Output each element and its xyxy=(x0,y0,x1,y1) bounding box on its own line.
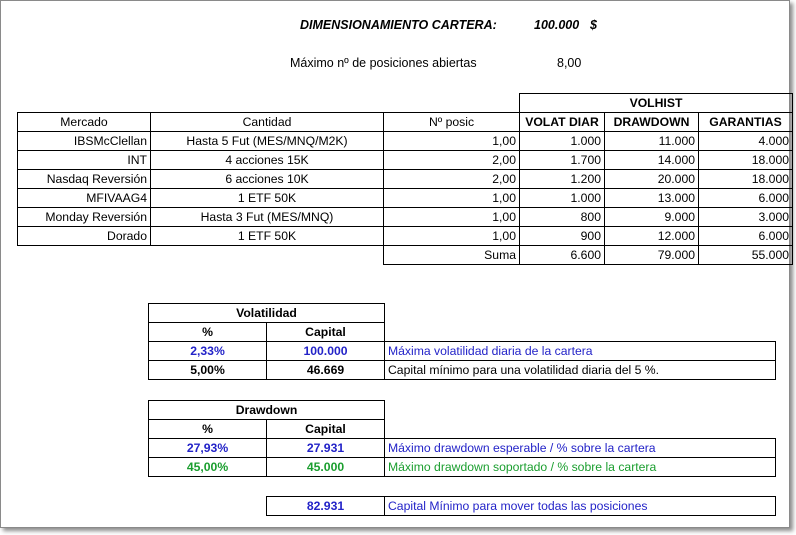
col-header-mercado: Mercado xyxy=(18,113,151,132)
volatilidad-capital: 100.000 xyxy=(267,342,385,361)
cell-drawdown: 20.000 xyxy=(605,170,699,189)
volatilidad-row xyxy=(149,342,776,361)
cell-garantias: 6.000 xyxy=(699,227,793,246)
drawdown-capital: 27.931 xyxy=(267,439,385,458)
drawdown-col-pct: % xyxy=(149,420,267,439)
col-header-garantias: GARANTIAS xyxy=(699,113,793,132)
table-row xyxy=(18,170,793,189)
cell-garantias: 6.000 xyxy=(699,189,793,208)
volatilidad-col-capital: Capital xyxy=(267,323,385,342)
cell-cantidad: 1 ETF 50K xyxy=(151,227,384,246)
drawdown-pct: 27,93% xyxy=(149,439,267,458)
cell-cantidad: Hasta 3 Fut (MES/MNQ) xyxy=(151,208,384,227)
drawdown-title: Drawdown xyxy=(149,401,385,420)
currency-symbol: $ xyxy=(590,18,597,32)
volatilidad-table xyxy=(148,303,776,380)
cell-posic: 1,00 xyxy=(384,227,520,246)
cell-volat: 800 xyxy=(520,208,605,227)
sum-drawdown: 79.000 xyxy=(605,246,699,265)
drawdown-row xyxy=(149,458,776,477)
cell-drawdown: 9.000 xyxy=(605,208,699,227)
col-header-cantidad: Cantidad xyxy=(151,113,384,132)
cell-mercado: IBSMcClellan xyxy=(18,132,151,151)
volhist-group-header: VOLHIST xyxy=(520,94,793,113)
cell-drawdown: 11.000 xyxy=(605,132,699,151)
table-row xyxy=(18,132,793,151)
cell-posic: 2,00 xyxy=(384,151,520,170)
volatilidad-capital: 46.669 xyxy=(267,361,385,380)
max-positions-value: 8,00 xyxy=(557,56,582,70)
drawdown-row xyxy=(149,439,776,458)
cell-mercado: Monday Reversión xyxy=(18,208,151,227)
cell-garantias: 18.000 xyxy=(699,151,793,170)
capital-minimo-table xyxy=(266,496,776,516)
volatilidad-pct: 2,33% xyxy=(149,342,267,361)
col-header-posic: Nº posic xyxy=(384,113,520,132)
title-value: 100.000 xyxy=(534,18,580,32)
col-header-drawdown: DRAWDOWN xyxy=(605,113,699,132)
cell-cantidad: 4 acciones 15K xyxy=(151,151,384,170)
volatilidad-row xyxy=(149,361,776,380)
cell-garantias: 3.000 xyxy=(699,208,793,227)
cell-cantidad: 1 ETF 50K xyxy=(151,189,384,208)
max-positions-label: Máximo nº de posiciones abiertas xyxy=(290,56,477,70)
volatilidad-col-pct: % xyxy=(149,323,267,342)
volatilidad-desc: Máxima volatilidad diaria de la cartera xyxy=(385,342,776,361)
cell-drawdown: 14.000 xyxy=(605,151,699,170)
table-row xyxy=(18,189,793,208)
drawdown-capital: 45.000 xyxy=(267,458,385,477)
cell-posic: 1,00 xyxy=(384,132,520,151)
volatilidad-desc: Capital mínimo para una volatilidad diaria del 5 %. xyxy=(385,361,776,380)
volatilidad-title: Volatilidad xyxy=(149,304,385,323)
capital-minimo-desc: Capital Mínimo para mover todas las posiciones xyxy=(385,497,776,516)
drawdown-pct: 45,00% xyxy=(149,458,267,477)
cell-garantias: 18.000 xyxy=(699,170,793,189)
table-row xyxy=(18,151,793,170)
cell-volat: 1.000 xyxy=(520,189,605,208)
cell-drawdown: 13.000 xyxy=(605,189,699,208)
sum-volat: 6.600 xyxy=(520,246,605,265)
cell-posic: 1,00 xyxy=(384,208,520,227)
cell-volat: 1.000 xyxy=(520,132,605,151)
volatilidad-pct: 5,00% xyxy=(149,361,267,380)
table-row xyxy=(18,208,793,227)
cell-cantidad: 6 acciones 10K xyxy=(151,170,384,189)
cell-posic: 1,00 xyxy=(384,189,520,208)
sum-label: Suma xyxy=(384,246,520,265)
cell-volat: 1.200 xyxy=(520,170,605,189)
cell-garantias: 4.000 xyxy=(699,132,793,151)
col-header-volat: VOLAT DIAR xyxy=(520,113,605,132)
positions-table xyxy=(17,93,793,265)
cell-volat: 900 xyxy=(520,227,605,246)
sum-row xyxy=(18,246,793,265)
sum-garantias: 55.000 xyxy=(699,246,793,265)
cell-cantidad: Hasta 5 Fut (MES/MNQ/M2K) xyxy=(151,132,384,151)
page-title: DIMENSIONAMIENTO CARTERA: xyxy=(300,18,497,32)
cell-volat: 1.700 xyxy=(520,151,605,170)
capital-minimo-value: 82.931 xyxy=(267,497,385,516)
cell-mercado: Dorado xyxy=(18,227,151,246)
drawdown-col-capital: Capital xyxy=(267,420,385,439)
cell-posic: 2,00 xyxy=(384,170,520,189)
drawdown-table xyxy=(148,400,776,477)
cell-mercado: MFIVAAG4 xyxy=(18,189,151,208)
cell-mercado: Nasdaq Reversión xyxy=(18,170,151,189)
drawdown-desc: Máximo drawdown esperable / % sobre la cartera xyxy=(385,439,776,458)
table-row xyxy=(18,227,793,246)
cell-mercado: INT xyxy=(18,151,151,170)
cell-drawdown: 12.000 xyxy=(605,227,699,246)
drawdown-desc: Máximo drawdown soportado / % sobre la cartera xyxy=(385,458,776,477)
